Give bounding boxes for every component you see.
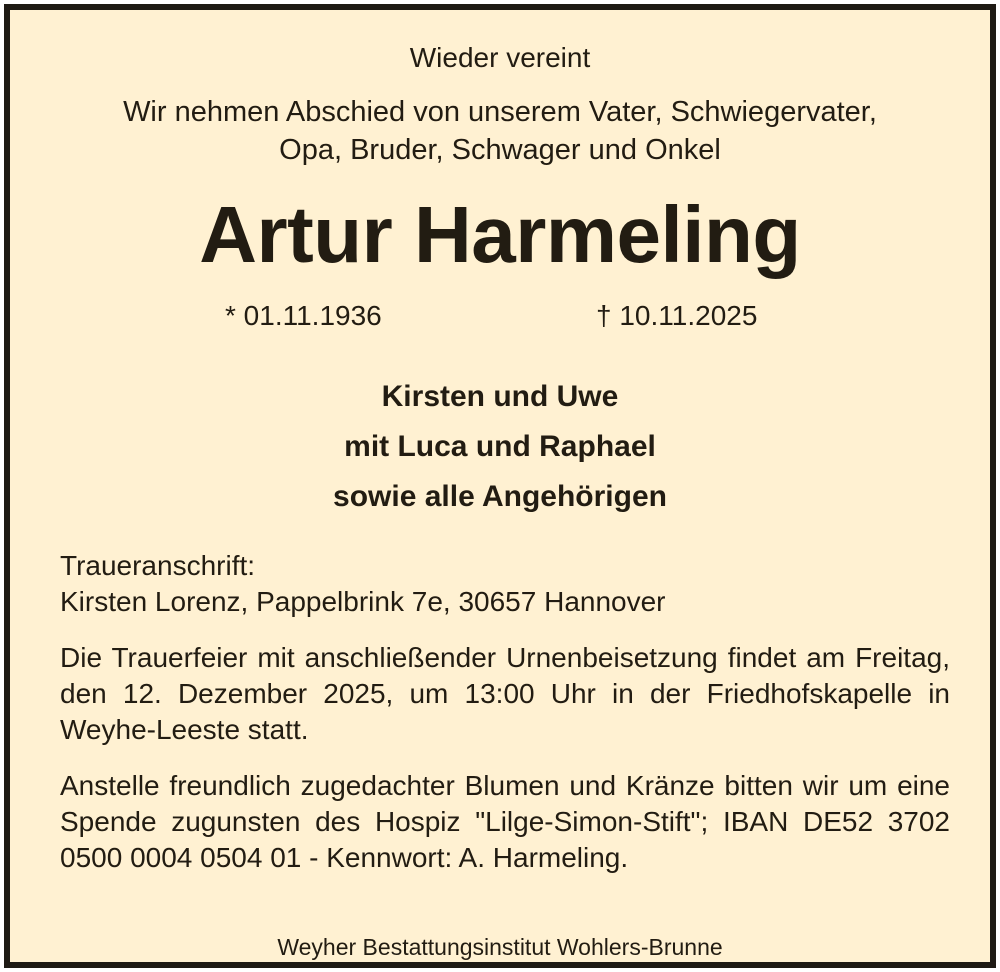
intro-line: Opa, Bruder, Schwager und Onkel: [279, 134, 721, 166]
intro-line: Wir nehmen Abschied von unserem Vater, Schwiegervater,: [123, 96, 877, 128]
address-label: Traueranschrift:: [60, 550, 256, 581]
address-text: Kirsten Lorenz, Pappelbrink 7e, 30657 Hannover: [60, 586, 666, 617]
family-line: sowie alle Angehörigen: [333, 480, 667, 513]
family-signatures: [10, 372, 990, 522]
donation-request: Anstelle freundlich zugedachter Blumen und Kränze bitten wir um eine Spende zugunsten des Hospiz "Lilge-Simon-Stift"; IBAN DE52 3702 0500 0004 0504 01 - Kennwort: A. Harmeling.: [60, 770, 950, 873]
funeral-home: Weyher Bestattungsinstitut Wohlers-Brunne: [277, 934, 723, 960]
family-line: Kirsten und Uwe: [381, 380, 619, 413]
family-line: mit Luca und Raphael: [344, 430, 656, 463]
obituary-notice: [4, 4, 996, 968]
intro-text: [10, 93, 990, 169]
birth-date: * 01.11.1936: [225, 300, 382, 331]
mourning-address: [60, 548, 950, 620]
deceased-name: Artur Harmeling: [199, 190, 801, 279]
death-date: † 10.11.2025: [596, 300, 758, 331]
motto: Wieder vereint: [409, 42, 591, 73]
ceremony-info: Die Trauerfeier mit anschließender Urnenbeisetzung findet am Freitag, den 12. Dezember 2025, um 13:00 Uhr in der Friedhofskapelle in Weyhe-Leeste statt.: [60, 642, 950, 745]
